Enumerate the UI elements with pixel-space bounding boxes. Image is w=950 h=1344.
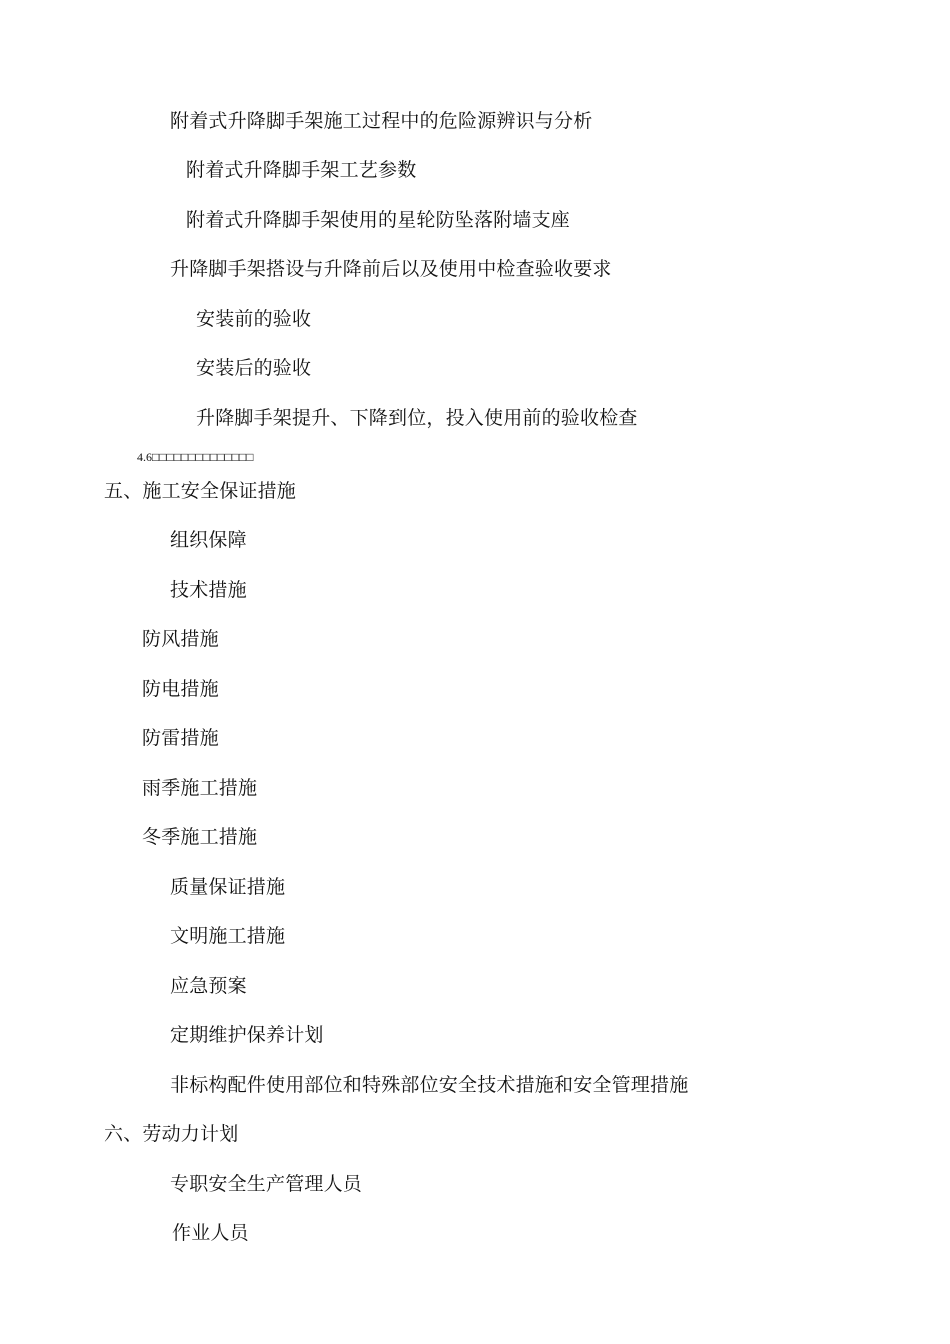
toc-entry-process-parameters: 附着式升降脚手架工艺参数 xyxy=(186,159,417,181)
toc-entry-maintenance-plan: 定期维护保养计划 xyxy=(170,1024,324,1046)
toc-heading-section-5: 五、施工安全保证措施 xyxy=(104,480,297,502)
toc-entry-pre-install-acceptance: 安装前的验收 xyxy=(196,308,312,330)
toc-entry-civilized-construction: 文明施工措施 xyxy=(170,925,286,947)
toc-entry-hazard-identification: 附着式升降脚手架施工过程中的危险源辨识与分析 xyxy=(170,110,593,132)
toc-entry-technical-measures: 技术措施 xyxy=(170,579,247,601)
toc-entry-anti-fall-support: 附着式升降脚手架使用的星轮防坠落附墙支座 xyxy=(186,209,571,231)
toc-entry-safety-managers: 专职安全生产管理人员 xyxy=(170,1173,363,1195)
toc-entry-nonstandard-parts: 非标构配件使用部位和特殊部位安全技术措施和安全管理措施 xyxy=(170,1074,689,1096)
toc-entry-inspection-requirements: 升降脚手架搭设与升降前后以及使用中检查验收要求 xyxy=(170,258,612,280)
toc-entry-organization: 组织保障 xyxy=(170,529,247,551)
toc-entry-wind: 防风措施 xyxy=(142,628,219,650)
toc-entry-lightning: 防雷措施 xyxy=(142,727,219,749)
toc-entry-emergency-plan: 应急预案 xyxy=(170,975,247,997)
toc-entry-electric: 防电措施 xyxy=(142,678,219,700)
toc-entry-lift-acceptance: 升降脚手架提升、下降到位，投入使用前的验收检查 xyxy=(196,407,638,429)
toc-entry-quality: 质量保证措施 xyxy=(170,876,286,898)
toc-entry-winter: 冬季施工措施 xyxy=(142,826,258,848)
toc-heading-section-6: 六、劳动力计划 xyxy=(104,1123,239,1145)
toc-entry-rainy-season: 雨季施工措施 xyxy=(142,777,258,799)
toc-entry-4-6-garbled: 4.6□□□□□□□□□□□□□□ xyxy=(137,450,254,464)
toc-entry-post-install-acceptance: 安装后的验收 xyxy=(196,357,312,379)
toc-entry-workers: 作业人员 xyxy=(172,1222,249,1244)
